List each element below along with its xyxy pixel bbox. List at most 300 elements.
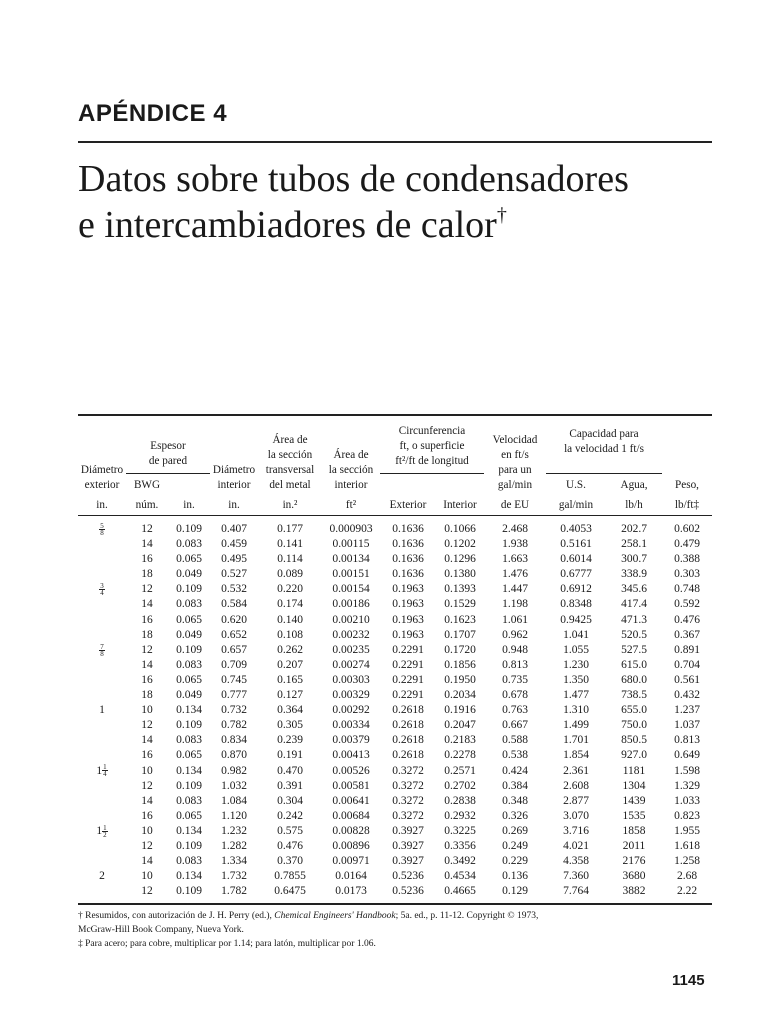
cell-velocity: 0.269 (502, 824, 528, 837)
cell-circ-ext: 0.3927 (392, 824, 424, 837)
cell-cap-us: 3.070 (563, 809, 589, 822)
cell-id: 0.732 (221, 704, 247, 717)
cell-weight: 1.955 (674, 824, 700, 837)
title-line-1: Datos sobre tubos de condensadores (78, 158, 629, 200)
cell-metal-area: 0.470 (277, 764, 303, 777)
cell-velocity: 0.763 (502, 704, 528, 717)
cell-od (78, 673, 126, 688)
cell-id: 0.870 (221, 749, 247, 762)
table-row (78, 809, 712, 824)
cell-circ-ext: 0.1636 (392, 523, 424, 535)
cell-od (78, 764, 126, 779)
data-table (78, 416, 712, 899)
cell-metal-area: 0.239 (277, 734, 303, 747)
cell-od (78, 516, 126, 538)
table-row (78, 567, 712, 582)
table-row (78, 597, 712, 612)
cell-od (78, 658, 126, 673)
header-circ-exterior: Exterior (389, 499, 427, 511)
cell-weight: 1.598 (674, 764, 700, 777)
cell-bwg: 12 (141, 885, 153, 898)
cell-od (78, 779, 126, 794)
table-row (78, 839, 712, 854)
cell-weight: 0.476 (674, 613, 700, 626)
cell-wall: 0.083 (176, 734, 202, 747)
cell-id: 0.745 (221, 673, 247, 686)
cell-od (78, 597, 126, 612)
cell-circ-int: 0.2571 (444, 764, 476, 777)
cell-wall: 0.109 (176, 839, 202, 852)
cell-bwg: 12 (141, 523, 153, 535)
cell-wall: 0.049 (176, 628, 202, 641)
title-line-2 (78, 202, 718, 248)
header-bwg: BWG núm. (133, 479, 161, 511)
cell-cap-us: 2.361 (563, 764, 589, 777)
cell-inside-area: 0.00232 (332, 628, 370, 641)
cell-metal-area: 0.476 (277, 839, 303, 852)
cell-bwg: 14 (141, 855, 153, 868)
cell-wall: 0.083 (176, 598, 202, 611)
cell-id: 0.527 (221, 568, 247, 581)
cell-cap-us: 0.6014 (560, 553, 592, 566)
table-body (78, 516, 712, 900)
cell-cap-water: 527.5 (621, 643, 647, 656)
cell-circ-int: 0.1856 (444, 658, 476, 671)
cell-od (78, 567, 126, 582)
cell-weight: 0.388 (674, 553, 700, 566)
cell-od (78, 824, 126, 839)
table-row (78, 673, 712, 688)
cell-circ-int: 0.3492 (444, 855, 476, 868)
cell-id: 0.620 (221, 613, 247, 626)
page-title (78, 156, 718, 248)
cell-cap-us: 1.041 (563, 628, 589, 641)
cell-od (78, 854, 126, 869)
cell-cap-water: 1181 (622, 764, 646, 777)
cell-inside-area: 0.00581 (332, 779, 370, 792)
cell-metal-area: 0.191 (277, 749, 303, 762)
cell-wall: 0.083 (176, 658, 202, 671)
cell-bwg: 12 (141, 719, 153, 732)
cell-circ-ext: 0.3927 (392, 839, 424, 852)
od-fraction: $\frac{3}{4}$ (100, 582, 104, 598)
cell-cap-water: 927.0 (621, 749, 647, 762)
cell-velocity: 0.384 (502, 779, 528, 792)
cell-circ-ext: 0.2291 (392, 658, 424, 671)
table-bottom-rule (78, 903, 712, 905)
cell-wall: 0.083 (176, 538, 202, 551)
cell-bwg: 10 (141, 764, 153, 777)
cell-velocity: 0.348 (502, 794, 528, 807)
cell-inside-area: 0.00526 (332, 764, 370, 777)
cell-bwg: 14 (141, 538, 153, 551)
cell-wall: 0.134 (176, 704, 202, 717)
od-whole: 1 (99, 704, 105, 717)
cell-metal-area: 0.207 (277, 658, 303, 671)
cell-inside-area: 0.00134 (332, 553, 370, 566)
od-whole: 2 (99, 870, 105, 883)
cell-bwg: 12 (141, 583, 153, 596)
cell-metal-area: 0.108 (277, 628, 303, 641)
cell-metal-area: 0.7855 (274, 870, 306, 883)
cell-cap-water: 1858 (622, 824, 646, 837)
cell-wall: 0.065 (176, 553, 202, 566)
header-capacity-group: Capacidad para la velocidad 1 ft/s (546, 424, 662, 474)
cell-circ-ext: 0.1963 (392, 613, 424, 626)
cell-weight: 1.037 (674, 719, 700, 732)
cell-metal-area: 0.174 (277, 598, 303, 611)
cell-weight: 0.704 (674, 658, 700, 671)
footnotes (78, 909, 718, 951)
cell-velocity: 0.667 (502, 719, 528, 732)
top-rule (78, 141, 712, 143)
cell-circ-int: 0.1623 (444, 613, 476, 626)
cell-inside-area: 0.0173 (335, 885, 367, 898)
cell-od (78, 628, 126, 643)
cell-velocity: 1.476 (502, 568, 528, 581)
cell-inside-area: 0.00303 (332, 673, 370, 686)
cell-cap-water: 655.0 (621, 704, 647, 717)
cell-wall: 0.109 (176, 779, 202, 792)
cell-inside-area: 0.00971 (332, 855, 370, 868)
cell-wall: 0.049 (176, 568, 202, 581)
cell-velocity: 0.538 (502, 749, 528, 762)
cell-metal-area: 0.242 (277, 809, 303, 822)
cell-inside-area: 0.00186 (332, 598, 370, 611)
cell-cap-water: 1535 (622, 809, 646, 822)
cell-inside-area: 0.0164 (335, 870, 367, 883)
cell-metal-area: 0.220 (277, 583, 303, 596)
cell-id: 1.732 (221, 870, 247, 883)
od-fraction: $\frac{1}{4}$ (103, 763, 107, 779)
table-row (78, 516, 712, 538)
cell-od (78, 884, 126, 899)
cell-inside-area: 0.00274 (332, 658, 370, 671)
cell-metal-area: 0.6475 (274, 885, 306, 898)
cell-cap-water: 3882 (622, 885, 646, 898)
footnote-source: † Resumidos, con autorización de J. H. Perry (ed.), Chemical Engineers' Handbook; 5a. ed., p. 11-12. Copyright © 1973, (78, 911, 539, 921)
cell-id: 0.709 (221, 658, 247, 671)
cell-id: 0.834 (221, 734, 247, 747)
cell-weight: 0.592 (674, 598, 700, 611)
cell-weight: 1.033 (674, 794, 700, 807)
cell-id: 0.459 (221, 538, 247, 551)
title-dagger: † (496, 204, 507, 226)
cell-inside-area: 0.00828 (332, 824, 370, 837)
header-wall-group: Espesor de pared (126, 424, 210, 474)
cell-inside-area: 0.00329 (332, 689, 370, 702)
cell-weight: 1.329 (674, 779, 700, 792)
table-row (78, 884, 712, 899)
cell-circ-int: 0.4665 (444, 885, 476, 898)
cell-inside-area: 0.00154 (332, 583, 370, 596)
cell-circ-ext: 0.5236 (392, 870, 424, 883)
cell-id: 0.407 (221, 523, 247, 535)
cell-cap-us: 1.854 (563, 749, 589, 762)
table-row (78, 628, 712, 643)
cell-circ-ext: 0.3272 (392, 809, 424, 822)
cell-id: 1.120 (221, 809, 247, 822)
cell-cap-water: 2011 (622, 839, 646, 852)
cell-weight: 0.479 (674, 538, 700, 551)
cell-circ-int: 0.2278 (444, 749, 476, 762)
cell-cap-water: 300.7 (621, 553, 647, 566)
cell-cap-water: 850.5 (621, 734, 647, 747)
cell-inside-area: 0.00379 (332, 734, 370, 747)
cell-od (78, 839, 126, 854)
cell-velocity: 0.129 (502, 885, 528, 898)
cell-circ-ext: 0.3272 (392, 779, 424, 792)
cell-cap-us: 3.716 (563, 824, 589, 837)
cell-cap-us: 1.477 (563, 689, 589, 702)
table-row (78, 643, 712, 658)
cell-circ-int: 0.1529 (444, 598, 476, 611)
cell-circ-ext: 0.1963 (392, 628, 424, 641)
cell-wall: 0.109 (176, 643, 202, 656)
cell-id: 1.334 (221, 855, 247, 868)
cell-circ-int: 0.1066 (444, 523, 476, 535)
header-velocity: Velocidad en ft/s para un gal/min de EU (492, 434, 538, 511)
title-line-2-text: e intercambiadores de calor (78, 204, 497, 246)
cell-metal-area: 0.141 (277, 538, 303, 551)
cell-circ-int: 0.1916 (444, 704, 476, 717)
cell-weight: 0.303 (674, 568, 700, 581)
cell-weight: 0.748 (674, 583, 700, 596)
table-row (78, 824, 712, 839)
cell-velocity: 0.948 (502, 643, 528, 656)
cell-cap-us: 0.4053 (560, 523, 592, 535)
tube-data-table (78, 414, 712, 905)
cell-metal-area: 0.262 (277, 643, 303, 656)
cell-wall: 0.083 (176, 855, 202, 868)
cell-velocity: 1.447 (502, 583, 528, 596)
cell-circ-int: 0.4534 (444, 870, 476, 883)
cell-inside-area: 0.00151 (332, 568, 370, 581)
cell-id: 0.495 (221, 553, 247, 566)
cell-inside-area: 0.00292 (332, 704, 370, 717)
cell-cap-us: 2.877 (563, 794, 589, 807)
table-row (78, 703, 712, 718)
cell-od (78, 869, 126, 884)
cell-wall: 0.065 (176, 749, 202, 762)
cell-circ-int: 0.2932 (444, 809, 476, 822)
cell-inside-area: 0.00334 (332, 719, 370, 732)
cell-circ-int: 0.1393 (444, 583, 476, 596)
od-whole: 1 (96, 764, 103, 777)
cell-cap-water: 417.4 (621, 598, 647, 611)
cell-weight: 1.258 (674, 855, 700, 868)
cell-circ-int: 0.1720 (444, 643, 476, 656)
cell-cap-water: 520.5 (621, 628, 647, 641)
cell-velocity: 0.136 (502, 870, 528, 883)
cell-bwg: 12 (141, 643, 153, 656)
cell-circ-ext: 0.3272 (392, 764, 424, 777)
cell-cap-us: 0.8348 (560, 598, 592, 611)
cell-metal-area: 0.304 (277, 794, 303, 807)
header-od: Diámetro exterior in. (80, 464, 124, 511)
cell-bwg: 10 (141, 870, 153, 883)
cell-circ-ext: 0.1636 (392, 538, 424, 551)
header-id: Diámetro interior in. (212, 464, 256, 511)
footnote-weight: ‡ Para acero; para cobre, multiplicar por 1.14; para latón, multiplicar por 1.06. (78, 939, 376, 949)
cell-circ-int: 0.2034 (444, 689, 476, 702)
cell-cap-us: 1.055 (563, 643, 589, 656)
cell-circ-ext: 0.3272 (392, 794, 424, 807)
cell-velocity: 1.061 (502, 613, 528, 626)
cell-circ-ext: 0.2291 (392, 643, 424, 656)
cell-bwg: 18 (141, 689, 153, 702)
cell-bwg: 10 (141, 824, 153, 837)
cell-bwg: 16 (141, 749, 153, 762)
cell-od (78, 688, 126, 703)
cell-metal-area: 0.370 (277, 855, 303, 868)
cell-wall: 0.109 (176, 583, 202, 596)
cell-weight: 0.649 (674, 749, 700, 762)
cell-velocity: 1.938 (502, 538, 528, 551)
cell-od (78, 552, 126, 567)
cell-circ-int: 0.1707 (444, 628, 476, 641)
cell-circ-ext: 0.1636 (392, 553, 424, 566)
table-row (78, 537, 712, 552)
cell-circ-ext: 0.2618 (392, 719, 424, 732)
cell-cap-us: 1.230 (563, 658, 589, 671)
table-row (78, 869, 712, 884)
cell-circ-ext: 0.1963 (392, 583, 424, 596)
page-number: 1145 (672, 972, 705, 989)
cell-cap-us: 1.350 (563, 673, 589, 686)
cell-weight: 1.237 (674, 704, 700, 717)
cell-velocity: 0.813 (502, 658, 528, 671)
cell-bwg: 14 (141, 658, 153, 671)
cell-wall: 0.065 (176, 613, 202, 626)
cell-od (78, 794, 126, 809)
cell-cap-water: 738.5 (621, 689, 647, 702)
cell-od (78, 537, 126, 552)
header-circ-group: Circunferencia ft, o superficie ft²/ft de longitud (380, 424, 484, 474)
cell-metal-area: 0.089 (277, 568, 303, 581)
cell-circ-int: 0.3356 (444, 839, 476, 852)
cell-circ-ext: 0.2291 (392, 673, 424, 686)
cell-weight: 0.432 (674, 689, 700, 702)
cell-circ-int: 0.3225 (444, 824, 476, 837)
cell-inside-area: 0.00413 (332, 749, 370, 762)
cell-cap-us: 0.6777 (560, 568, 592, 581)
cell-cap-us: 0.6912 (560, 583, 592, 596)
cell-id: 0.652 (221, 628, 247, 641)
cell-velocity: 1.198 (502, 598, 528, 611)
cell-circ-ext: 0.1963 (392, 598, 424, 611)
cell-cap-water: 202.7 (621, 523, 647, 535)
cell-circ-int: 0.2838 (444, 794, 476, 807)
cell-metal-area: 0.391 (277, 779, 303, 792)
cell-weight: 2.68 (676, 870, 698, 883)
cell-inside-area: 0.00641 (332, 794, 370, 807)
cell-cap-water: 2176 (622, 855, 646, 868)
cell-od (78, 582, 126, 597)
cell-weight: 0.367 (674, 628, 700, 641)
cell-od (78, 748, 126, 763)
cell-cap-water: 750.0 (621, 719, 647, 732)
cell-od (78, 733, 126, 748)
cell-bwg: 12 (141, 839, 153, 852)
cell-circ-int: 0.1380 (444, 568, 476, 581)
od-fraction: $\frac{7}{8}$ (100, 642, 104, 658)
cell-velocity: 0.229 (502, 855, 528, 868)
cell-wall: 0.109 (176, 885, 202, 898)
cell-circ-int: 0.2047 (444, 719, 476, 732)
cell-od (78, 613, 126, 628)
cell-id: 1.282 (221, 839, 247, 852)
cell-id: 1.032 (221, 779, 247, 792)
cell-cap-us: 7.764 (563, 885, 589, 898)
table-row (78, 794, 712, 809)
cell-inside-area: 0.000903 (329, 523, 373, 535)
cell-inside-area: 0.00235 (332, 643, 370, 656)
cell-bwg: 14 (141, 794, 153, 807)
cell-weight: 0.561 (674, 673, 700, 686)
cell-circ-ext: 0.3927 (392, 855, 424, 868)
cell-cap-water: 615.0 (621, 658, 647, 671)
table-row (78, 854, 712, 869)
cell-bwg: 16 (141, 613, 153, 626)
cell-cap-water: 338.9 (621, 568, 647, 581)
cell-weight: 1.618 (674, 839, 700, 852)
cell-inside-area: 0.00210 (332, 613, 370, 626)
cell-wall: 0.109 (176, 719, 202, 732)
cell-bwg: 14 (141, 598, 153, 611)
footnote-publisher: McGraw-Hill Book Company, Nueva York. (78, 925, 244, 935)
cell-circ-ext: 0.2618 (392, 704, 424, 717)
cell-circ-ext: 0.2291 (392, 689, 424, 702)
header-cap-water: Agua, lb/h (620, 479, 648, 511)
table-row (78, 779, 712, 794)
table-row (78, 748, 712, 763)
cell-cap-water: 1304 (622, 779, 646, 792)
cell-velocity: 0.326 (502, 809, 528, 822)
cell-id: 0.657 (221, 643, 247, 656)
cell-bwg: 18 (141, 628, 153, 641)
cell-velocity: 1.663 (502, 553, 528, 566)
cell-metal-area: 0.127 (277, 689, 303, 702)
cell-wall: 0.083 (176, 794, 202, 807)
cell-cap-us: 1.310 (563, 704, 589, 717)
header-inside-area: Área de la sección interior ft² (328, 449, 374, 511)
header-weight: Peso, lb/ft‡ (674, 479, 700, 511)
cell-circ-int: 0.1296 (444, 553, 476, 566)
cell-wall: 0.134 (176, 764, 202, 777)
cell-cap-us: 7.360 (563, 870, 589, 883)
cell-weight: 0.813 (674, 734, 700, 747)
cell-metal-area: 0.114 (277, 553, 303, 566)
cell-wall: 0.065 (176, 809, 202, 822)
header-circ-interior: Interior (443, 499, 477, 511)
cell-velocity: 2.468 (502, 523, 528, 535)
table-row (78, 733, 712, 748)
header-wall-in: in. (183, 499, 195, 511)
cell-circ-int: 0.1950 (444, 673, 476, 686)
od-fraction: $\frac{1}{2}$ (103, 823, 107, 839)
cell-metal-area: 0.177 (277, 523, 303, 535)
cell-metal-area: 0.575 (277, 824, 303, 837)
cell-wall: 0.049 (176, 689, 202, 702)
cell-cap-us: 0.9425 (560, 613, 592, 626)
cell-circ-int: 0.2702 (444, 779, 476, 792)
cell-od (78, 718, 126, 733)
cell-id: 0.584 (221, 598, 247, 611)
cell-velocity: 0.962 (502, 628, 528, 641)
cell-id: 0.532 (221, 583, 247, 596)
cell-cap-water: 1439 (622, 794, 646, 807)
